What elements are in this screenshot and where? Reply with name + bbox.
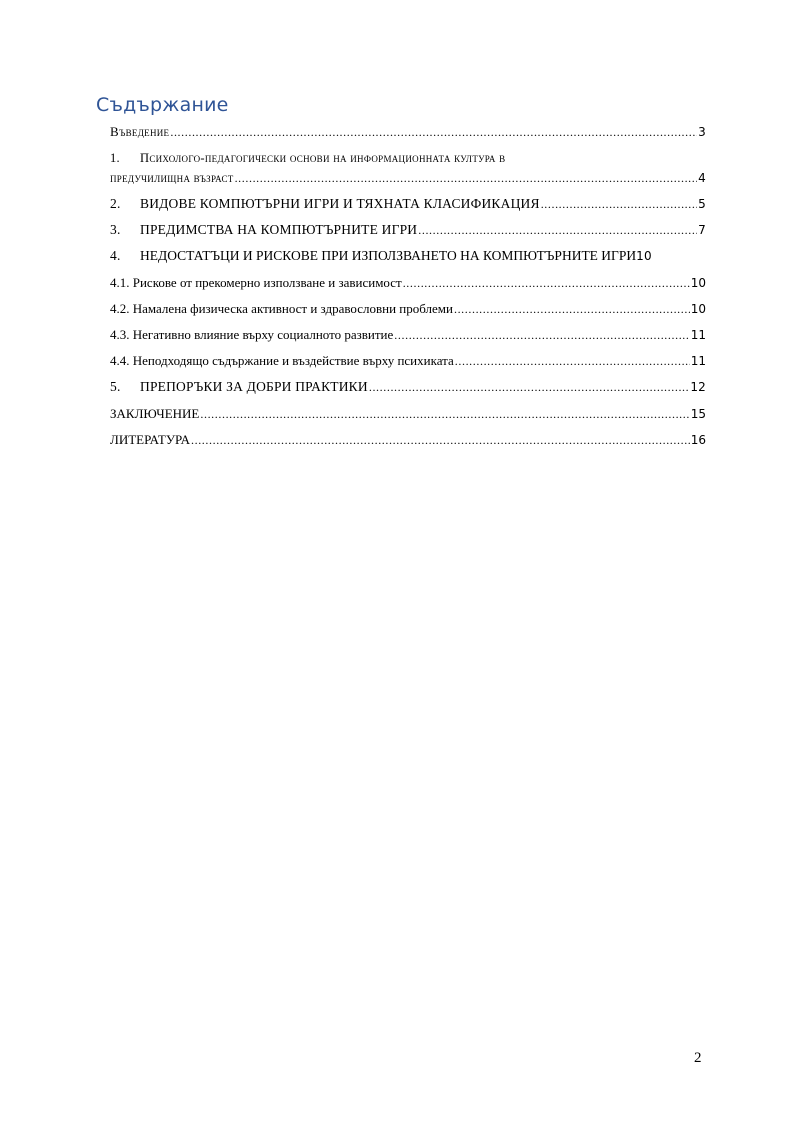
toc-entry-4[interactable] [110, 248, 706, 264]
toc-entry-text: предучилищна възраст [110, 171, 234, 185]
toc-entry-text: 4.3. Негативно влияние върху социалното развитие [110, 327, 394, 342]
toc-entry-3[interactable] [110, 222, 706, 238]
toc-dot-leader [170, 124, 697, 140]
toc-entry-page: 12 [690, 380, 706, 394]
toc-entry-bibliography[interactable] [110, 432, 706, 448]
toc-entry-conclusion[interactable] [110, 406, 706, 422]
toc-entry-4-2[interactable] [110, 301, 706, 317]
page-number: 2 [694, 1050, 702, 1066]
toc-entry-text: 4.4. Неподходящо съдържание и въздействие върху психиката [110, 353, 454, 368]
toc-entry-number: 2. [110, 196, 121, 211]
toc-entry-page: 4 [698, 171, 706, 185]
toc-entry-page: 10 [636, 249, 652, 263]
toc-entry-text: ПРЕДИМСТВА НА КОМПЮТЪРНИТЕ ИГРИ [140, 222, 418, 237]
toc-entry-introduction[interactable] [110, 124, 706, 140]
toc-entry-text: ПРЕПОРЪКИ ЗА ДОБРИ ПРАКТИКИ [140, 379, 368, 394]
toc-entry-page: 10 [690, 276, 706, 290]
toc-entry-4-1[interactable] [110, 275, 706, 291]
toc-entry-text: ЗАКЛЮЧЕНИЕ [110, 406, 200, 421]
toc-entry-page: 5 [698, 197, 706, 211]
toc-dot-leader [403, 275, 690, 291]
toc-dot-leader [235, 170, 697, 186]
toc-entry-text: ВИДОВЕ КОМПЮТЪРНИ ИГРИ И ТЯХНАТА КЛАСИФИКАЦИЯ [140, 196, 540, 211]
toc-dot-leader [394, 327, 689, 343]
toc-entry-page: 3 [698, 125, 706, 139]
toc-entry-text: 4.1. Рискове от прекомерно използване и зависимост [110, 275, 402, 290]
toc-entry-5[interactable] [110, 379, 706, 395]
toc-dot-leader [418, 222, 697, 238]
toc-entry-4-4[interactable] [110, 353, 706, 369]
toc-entry-page: 10 [690, 302, 706, 316]
toc-entry-2[interactable] [110, 196, 706, 212]
toc-title: Съдържание [96, 94, 229, 116]
toc-entry-4-3[interactable] [110, 327, 706, 343]
toc-entry-page: 15 [690, 407, 706, 421]
toc-entry-number: 5. [110, 379, 121, 394]
toc-entry-page: 7 [698, 223, 706, 237]
toc-entry-text: ЛИТЕРАТУРА [110, 432, 190, 447]
toc-entry-page: 11 [690, 328, 706, 342]
toc-dot-leader [191, 432, 690, 448]
toc-dot-leader [454, 301, 690, 317]
toc-entry-text: Психолого-педагогически основи на информационната култура в [140, 151, 506, 165]
toc-dot-leader [369, 379, 689, 395]
toc-entry-page: 16 [690, 433, 706, 447]
toc-entry-text: НЕДОСТАТЪЦИ И РИСКОВЕ ПРИ ИЗПОЛЗВАНЕТО НА КОМПЮТЪРНИТЕ ИГРИ [140, 248, 637, 263]
toc-entry-text: Въведение [110, 124, 170, 139]
toc-dot-leader [541, 196, 697, 212]
toc-entry-page: 11 [690, 354, 706, 368]
toc-entry-text: 4.2. Намалена физическа активност и здравословни проблеми [110, 301, 453, 316]
toc-entry-1-line1[interactable] [110, 151, 505, 166]
toc-dot-leader [200, 406, 689, 422]
toc-entry-number: 3. [110, 222, 121, 237]
toc-entry-number: 1. [110, 151, 120, 165]
toc-entry-1-line2[interactable] [110, 170, 706, 186]
toc-dot-leader [455, 353, 690, 369]
toc-entry-number: 4. [110, 248, 121, 263]
